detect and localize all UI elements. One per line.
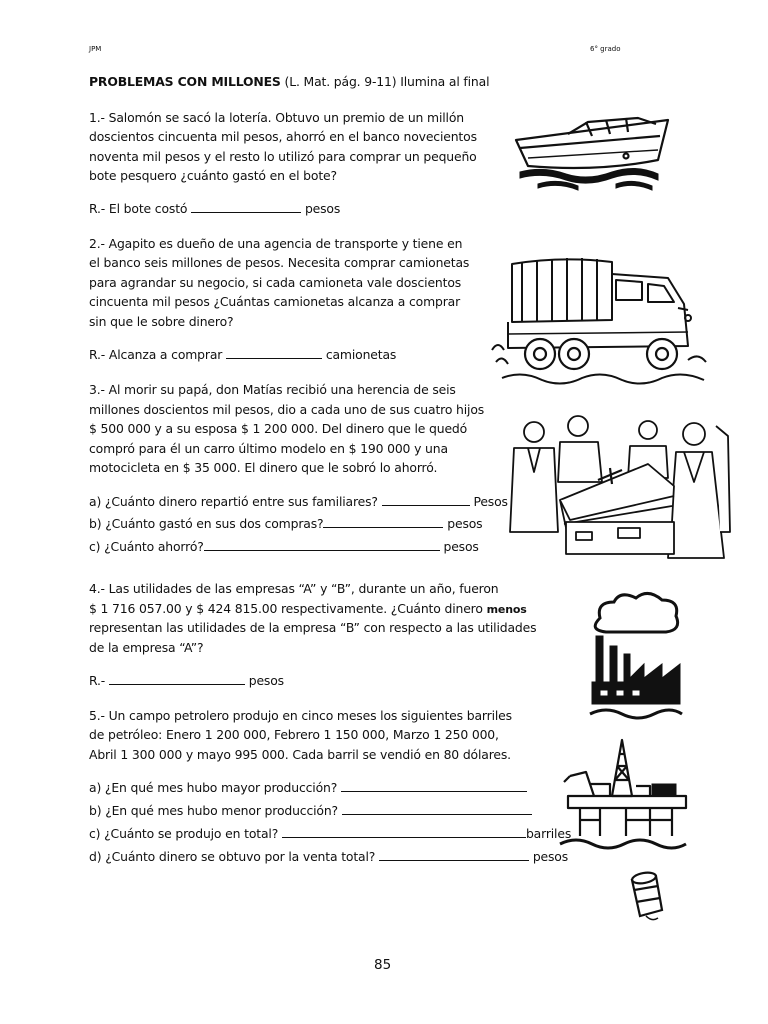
p4-answer-prefix: R.- bbox=[89, 673, 106, 688]
truck-illustration bbox=[492, 254, 716, 390]
barrel-icon bbox=[622, 872, 672, 922]
p1-line-2: doscientos cincuenta mil pesos, ahorró en el banco novecientos bbox=[89, 129, 477, 144]
oil-platform-illustration bbox=[560, 736, 690, 860]
p4-line-2-bold: menos bbox=[486, 603, 527, 616]
p4-line-3: representan las utilidades de la empresa “B” con respecto a las utilidades bbox=[89, 620, 537, 635]
p1-answer-prefix: R.- El bote costó bbox=[89, 201, 188, 216]
p3-line-5: motocicleta en $ 35 000. El dinero que le sobró lo ahorró. bbox=[89, 460, 438, 475]
funeral-illustration bbox=[498, 412, 734, 568]
p5-line-3: Abril 1 300 000 y mayo 995 000. Cada barril se vendió en 80 dólares. bbox=[89, 747, 511, 762]
p1-line-1: 1.- Salomón se sacó la lotería. Obtuvo un premio de un millón bbox=[89, 110, 464, 125]
p3-question-b bbox=[89, 514, 482, 534]
p3-question-c-suffix: pesos bbox=[443, 539, 479, 554]
p2-answer-blank[interactable] bbox=[226, 346, 322, 359]
p3-answer-c-blank[interactable] bbox=[204, 538, 440, 551]
p1-line-3: noventa mil pesos y el resto lo utilizó para comprar un pequeño bbox=[89, 149, 477, 164]
p5-line-2: de petróleo: Enero 1 200 000, Febrero 1 150 000, Marzo 1 250 000, bbox=[89, 727, 499, 742]
p5-line-1: 5.- Un campo petrolero produjo en cinco meses los siguientes barriles bbox=[89, 708, 512, 723]
p3-question-b-suffix: pesos bbox=[447, 516, 483, 531]
p4-answer-blank[interactable] bbox=[109, 672, 245, 685]
p5-answer-c-blank[interactable] bbox=[282, 825, 526, 838]
page-title bbox=[89, 72, 489, 92]
p4-line-4: de la empresa “A”? bbox=[89, 640, 204, 655]
p3-question-a-suffix: Pesos bbox=[473, 494, 508, 509]
p1-line-4: bote pesquero ¿cuánto gastó en el bote? bbox=[89, 168, 337, 183]
p3-answer-b-blank[interactable] bbox=[323, 515, 443, 528]
p5-question-a bbox=[89, 778, 527, 798]
p5-question-d-text: d) ¿Cuánto dinero se obtuvo por la venta total? bbox=[89, 849, 376, 864]
page-number: 85 bbox=[374, 957, 392, 973]
p4-line-2 bbox=[89, 599, 527, 620]
p1-answer-blank[interactable] bbox=[191, 200, 301, 213]
p3-question-c-text: c) ¿Cuánto ahorró? bbox=[89, 539, 204, 554]
p5-question-c-suffix: barriles bbox=[525, 826, 572, 841]
p3-line-1: 3.- Al morir su papá, don Matías recibió una herencia de seis bbox=[89, 382, 456, 397]
p5-answer-d-blank[interactable] bbox=[379, 848, 529, 861]
p1-answer-suffix: pesos bbox=[304, 201, 341, 216]
p5-answer-a-blank[interactable] bbox=[341, 779, 527, 792]
p2-answer-suffix: camionetas bbox=[325, 347, 397, 362]
p3-question-a-text: a) ¿Cuánto dinero repartió entre sus familiares? bbox=[89, 494, 378, 509]
p3-line-4: compró para él un carro último modelo en $ 190 000 y una bbox=[89, 441, 448, 456]
p5-question-b bbox=[89, 801, 532, 821]
p2-line-2: el banco seis millones de pesos. Necesita comprar camionetas bbox=[89, 255, 470, 270]
boat-illustration bbox=[508, 108, 678, 194]
p3-question-a bbox=[89, 492, 508, 512]
p3-question-c bbox=[89, 537, 479, 557]
header-left: JPM bbox=[89, 45, 102, 53]
factory-illustration bbox=[586, 594, 686, 724]
p2-answer-prefix: R.- Alcanza a comprar bbox=[89, 347, 223, 362]
p4-answer-suffix: pesos bbox=[248, 673, 284, 688]
p5-question-b-text: b) ¿En qué mes hubo menor producción? bbox=[89, 803, 338, 818]
header-right: 6° grado bbox=[590, 45, 621, 53]
p4-line-2-text: $ 1 716 057.00 y $ 424 815.00 respectivamente. ¿Cuánto dinero bbox=[89, 601, 483, 616]
p4-answer bbox=[89, 671, 284, 691]
p2-line-1: 2.- Agapito es dueño de una agencia de transporte y tiene en bbox=[89, 236, 463, 251]
p3-answer-a-blank[interactable] bbox=[382, 493, 470, 506]
p4-line-1: 4.- Las utilidades de las empresas “A” y “B”, durante un año, fueron bbox=[89, 581, 499, 596]
p2-line-3: para agrandar su negocio, si cada camioneta vale doscientos bbox=[89, 275, 462, 290]
p3-question-b-text: b) ¿Cuánto gastó en sus dos compras? bbox=[89, 516, 324, 531]
p5-question-d-suffix: pesos bbox=[532, 849, 569, 864]
p5-question-d bbox=[89, 847, 568, 867]
p3-line-3: $ 500 000 y a su esposa $ 1 200 000. Del dinero que le quedó bbox=[89, 421, 468, 436]
p5-question-c-text: c) ¿Cuánto se produjo en total? bbox=[89, 826, 279, 841]
p2-line-5: sin que le sobre dinero? bbox=[89, 314, 234, 329]
p3-line-2: millones doscientos mil pesos, dio a cada uno de sus cuatro hijos bbox=[89, 402, 485, 417]
title-bold: PROBLEMAS CON MILLONES bbox=[89, 74, 281, 89]
p1-answer bbox=[89, 199, 340, 219]
p5-question-c bbox=[89, 824, 571, 844]
p2-line-4: cincuenta mil pesos ¿Cuántas camionetas alcanza a comprar bbox=[89, 294, 461, 309]
p5-question-a-text: a) ¿En qué mes hubo mayor producción? bbox=[89, 780, 338, 795]
title-rest: (L. Mat. pág. 9-11) Ilumina al final bbox=[284, 74, 490, 89]
p2-answer bbox=[89, 345, 396, 365]
p5-answer-b-blank[interactable] bbox=[342, 802, 532, 815]
